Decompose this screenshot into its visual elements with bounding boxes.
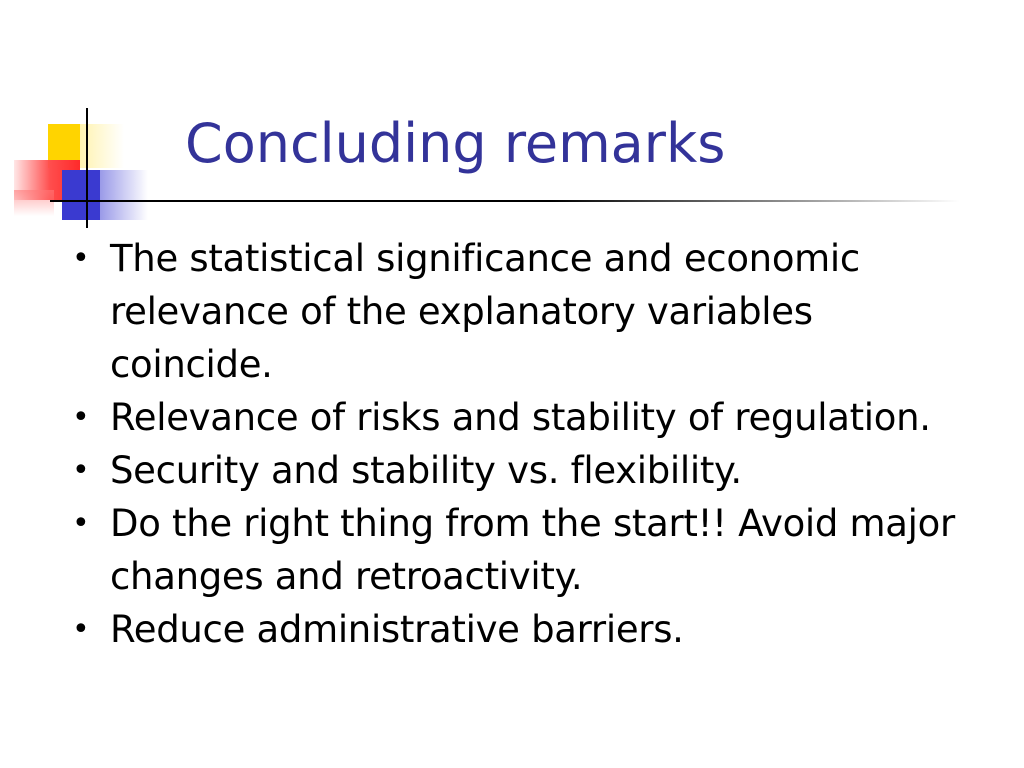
bullet-item	[72, 603, 972, 656]
corner-decoration	[0, 0, 180, 240]
bullet-text: Relevance of risks and stability of regulation.	[110, 396, 931, 439]
bullet-marker-icon: •	[72, 241, 90, 276]
bullet-text: Do the right thing from the start!! Avoid major changes and retroactivity.	[110, 502, 955, 598]
bullet-marker-icon: •	[72, 506, 90, 541]
bullet-item	[72, 444, 972, 497]
bullet-text: Security and stability vs. flexibility.	[110, 449, 742, 492]
blue-square-shape	[62, 170, 100, 220]
slide-title: Concluding remarks	[185, 112, 726, 175]
vertical-divider-line	[86, 108, 88, 228]
title-underline	[50, 200, 960, 202]
red-fade-shape	[14, 190, 54, 216]
bullet-item	[72, 497, 972, 603]
bullet-item	[72, 391, 972, 444]
bullet-text: Reduce administrative barriers.	[110, 608, 684, 651]
bullet-list	[72, 232, 972, 656]
bullet-marker-icon: •	[72, 453, 90, 488]
bullet-marker-icon: •	[72, 612, 90, 647]
bullet-text: The statistical significance and economic relevance of the explanatory variables coincide.	[110, 237, 860, 386]
bullet-item	[72, 232, 972, 391]
blue-fade-shape	[100, 170, 148, 220]
bullet-marker-icon: •	[72, 400, 90, 435]
